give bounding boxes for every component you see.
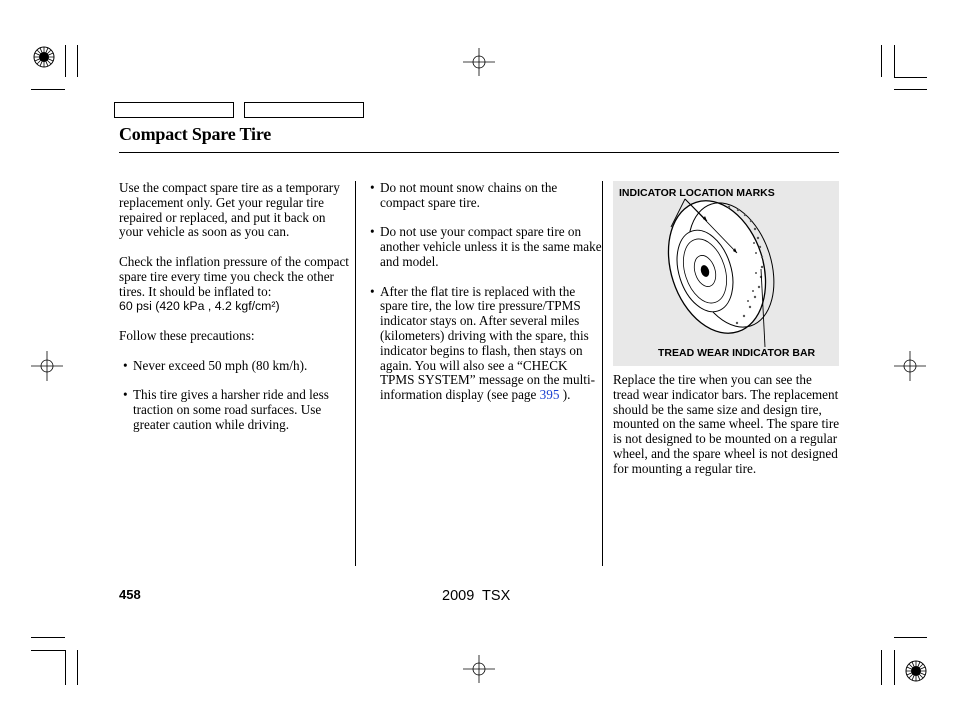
list-item-text: After the flat tire is replaced with the spare tire, the low tire pressure/TPMS indicator stays on. After several miles (kilometers) driving with the spare, this indicator begins to flash, then stays on again. You will also see a “CHECK TPMS SYSTEM” message on the multi-information display (see page — [380, 283, 596, 403]
paragraph: Replace the tire when you can see the tread wear indicator bars. The replacement should be the same size and design tire, mounted on the same wheel. The spare tire is not designed to be mounted on a regular wheel, and the spare wheel is not designed for mounting a regular tire. — [613, 372, 840, 476]
crosshair-icon — [31, 351, 63, 381]
list-item-text-end: ). — [559, 387, 571, 403]
list-item — [366, 285, 602, 403]
list-item: • Never exceed 50 mph (80 km/h). — [119, 359, 351, 374]
paragraph: Follow these precautions: — [119, 327, 255, 343]
column-divider — [602, 181, 603, 566]
section-tab-box — [114, 102, 234, 118]
registration-burst-icon — [905, 660, 927, 682]
tire-figure — [613, 181, 839, 366]
page-title: Compact Spare Tire — [119, 124, 272, 144]
crosshair-icon — [463, 48, 495, 76]
crosshair-icon — [894, 351, 926, 381]
column-divider — [355, 181, 356, 566]
list-item: • This tire gives a harsher ride and less traction on some road surfaces. Use greater caution while driving. — [119, 388, 343, 432]
crosshair-icon — [463, 655, 495, 683]
column-3 — [613, 373, 841, 477]
figure-label-top: INDICATOR LOCATION MARKS — [619, 187, 775, 199]
column-1 — [119, 181, 351, 433]
page-number: 458 — [119, 587, 141, 602]
title-divider — [119, 152, 839, 153]
page-link[interactable]: 395 — [539, 387, 560, 403]
section-tab-box — [244, 102, 364, 118]
paragraph: Check the inflation pressure of the compact spare tire every time you check the other tires. It should be inflated to: — [119, 253, 349, 299]
column-2 — [366, 180, 602, 403]
footer-model: 2009 TSX — [442, 588, 511, 604]
inflation-pressure: 60 psi (420 kPa , 4.2 kgf/cm²) — [119, 299, 280, 314]
tire-illustration-icon — [613, 181, 839, 366]
list-item: • Do not mount snow chains on the compact spare tire. — [366, 181, 598, 211]
registration-burst-icon — [33, 46, 55, 68]
figure-label-bottom: TREAD WEAR INDICATOR BAR — [658, 347, 816, 359]
list-item: • Do not use your compact spare tire on another vehicle unless it is the same make and model. — [366, 225, 602, 269]
paragraph: Use the compact spare tire as a temporary replacement only. Get your regular tire repaired or replaced, and put it back on your vehicle as soon as you can. — [119, 180, 340, 240]
